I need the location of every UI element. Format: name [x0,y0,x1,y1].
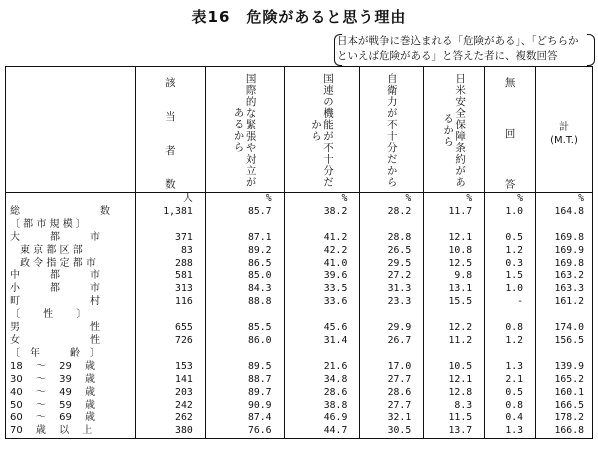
row-label: 〔 都 市 規 模 〕 [6,219,136,232]
cell-pct: 8.3 [424,400,485,413]
cell-pct: 27.7 [360,374,424,387]
cell-pct: 21.6 [284,361,360,374]
cell-total: 166.5 [536,400,593,413]
cell-total: 169.9 [536,245,593,258]
cell-n: 203 [135,387,205,400]
header-total-label: 計 [559,122,570,133]
cell-n [135,309,205,322]
row-label: 大 都 市 [6,232,136,245]
cell-pct: 76.6 [205,425,284,438]
header-c4: 日米安全保障条約があ るから [424,67,485,193]
table-title: 表16 危険があると思う理由 [191,8,407,26]
table-row [6,425,593,438]
cell-total: 178.2 [536,412,593,425]
header-c1: 国際的な緊張や対立が あるから [205,67,284,193]
cell-pct: 38.8 [284,400,360,413]
cell-n [135,348,205,361]
row-label: 70 歳 以 上 [6,425,136,438]
cell-total [536,219,593,232]
cell-pct: 0.5 [485,232,536,245]
row-label: 東 京 都 区 部 [6,245,136,258]
cell-n: 141 [135,374,205,387]
note-line-1: 日本が戦争に巻込まれる「危険がある」、「どちらか [337,35,579,47]
row-label: 女 性 [6,335,136,348]
row-label: 政 令 指 定 都 市 [6,258,136,271]
table-row [6,348,593,361]
row-label: 〔 性 〕 [6,309,136,322]
cell-pct: 87.4 [205,412,284,425]
cell-n: 380 [135,425,205,438]
cell-pct: 1.3 [485,425,536,438]
cell-pct: 13.1 [424,283,485,296]
cell-pct: 26.5 [360,245,424,258]
bracket-right [587,34,595,66]
cell-pct: 28.8 [360,232,424,245]
cell-pct: 88.8 [205,296,284,309]
unit-stub [6,193,136,206]
cell-pct: 13.7 [424,425,485,438]
cell-pct: 46.9 [284,412,360,425]
cell-pct: - [485,296,536,309]
cell-pct: 11.2 [424,335,485,348]
cell-pct [205,309,284,322]
cell-pct: 1.0 [485,283,536,296]
table-row [6,283,593,296]
cell-pct [284,309,360,322]
row-label: 50 ～ 59 歳 [6,400,136,413]
header-total [536,67,593,193]
cell-pct [424,219,485,232]
cell-pct: 89.5 [205,361,284,374]
cell-pct: 27.2 [360,270,424,283]
cell-pct: 89.7 [205,387,284,400]
cell-pct: 29.5 [360,258,424,271]
cell-n: 371 [135,232,205,245]
cell-n: 262 [135,412,205,425]
table-row [6,400,593,413]
cell-pct: 12.8 [424,387,485,400]
cell-pct: 42.2 [284,245,360,258]
cell-pct: 0.8 [485,322,536,335]
cell-pct: 0.5 [485,387,536,400]
cell-pct: 31.3 [360,283,424,296]
cell-pct: 12.5 [424,258,485,271]
cell-pct: 1.0 [485,206,536,219]
header-total-sub: (M.T.) [550,135,578,146]
row-label: 男 性 [6,322,136,335]
cell-total: 163.3 [536,283,593,296]
cell-n: 655 [135,322,205,335]
unit-pct: % [536,193,593,206]
cell-total: 139.9 [536,361,593,374]
table-row [6,309,593,322]
cell-pct: 85.5 [205,322,284,335]
cell-pct: 15.5 [424,296,485,309]
cell-pct [360,219,424,232]
unit-pct: % [360,193,424,206]
header-c5: 無回答 [485,67,536,193]
cell-pct: 87.1 [205,232,284,245]
row-label: 総 数 [6,206,136,219]
table-row [6,374,593,387]
cell-pct: 41.2 [284,232,360,245]
cell-pct: 12.1 [424,232,485,245]
bracket-left [334,34,342,66]
cell-pct: 86.5 [205,258,284,271]
cell-total: 166.8 [536,425,593,438]
cell-pct [360,348,424,361]
cell-pct: 89.2 [205,245,284,258]
cell-pct: 27.7 [360,400,424,413]
table-row [6,322,593,335]
table-row [6,335,593,348]
cell-pct [485,348,536,361]
unit-pct: % [424,193,485,206]
cell-pct: 1.5 [485,270,536,283]
cell-n: 288 [135,258,205,271]
row-label: 18 ～ 29 歳 [6,361,136,374]
cell-n: 242 [135,400,205,413]
cell-pct [485,219,536,232]
row-label: 30 ～ 39 歳 [6,374,136,387]
row-label: 中 都 市 [6,270,136,283]
cell-total: 165.2 [536,374,593,387]
table-row [6,206,593,219]
row-label: 小 都 市 [6,283,136,296]
cell-n: 116 [135,296,205,309]
cell-pct: 84.3 [205,283,284,296]
cell-pct [485,309,536,322]
unit-pct: % [284,193,360,206]
cell-n: 153 [135,361,205,374]
table-row [6,387,593,400]
cell-pct: 17.0 [360,361,424,374]
cell-total: 169.8 [536,232,593,245]
cell-pct: 1.3 [485,361,536,374]
header-c2: 国連の機能が不十分だ から [284,67,360,193]
header-n: 該当者数 [135,67,205,193]
cell-pct [284,219,360,232]
table-row [6,296,593,309]
cell-pct: 85.0 [205,270,284,283]
unit-pct: % [205,193,284,206]
cell-total [536,348,593,361]
cell-pct [360,309,424,322]
unit-n: 人 [135,193,205,206]
cell-pct: 2.1 [485,374,536,387]
note-line-2: といえば危険がある」と答えた者に、複数回答 [337,50,558,62]
row-label: 40 ～ 49 歳 [6,387,136,400]
cell-pct [424,348,485,361]
cell-pct: 28.6 [284,387,360,400]
cell-n [135,219,205,232]
cell-pct: 39.6 [284,270,360,283]
header-c3: 自衛力が不十分だから [360,67,424,193]
cell-pct: 85.7 [205,206,284,219]
table-row [6,412,593,425]
cell-pct: 38.2 [284,206,360,219]
header-row [6,67,593,193]
cell-pct: 12.1 [424,374,485,387]
cell-pct: 28.6 [360,387,424,400]
cell-total: 156.5 [536,335,593,348]
cell-total: 163.2 [536,270,593,283]
cell-pct: 12.2 [424,322,485,335]
table-row [6,219,593,232]
cell-pct: 34.8 [284,374,360,387]
cell-n: 1,381 [135,206,205,219]
table-row [6,232,593,245]
cell-pct: 10.8 [424,245,485,258]
cell-pct: 10.5 [424,361,485,374]
unit-row [6,193,593,206]
table-row [6,245,593,258]
table-note [337,34,592,64]
cell-pct: 11.5 [424,412,485,425]
cell-pct: 33.6 [284,296,360,309]
table-row [6,258,593,271]
cell-n: 83 [135,245,205,258]
cell-pct: 45.6 [284,322,360,335]
cell-pct: 28.2 [360,206,424,219]
cell-n: 726 [135,335,205,348]
table-row [6,270,593,283]
row-label: 60 ～ 69 歳 [6,412,136,425]
cell-pct: 1.2 [485,335,536,348]
cell-pct: 0.8 [485,400,536,413]
cell-pct: 44.7 [284,425,360,438]
header-stub [6,67,136,193]
row-label: 町 村 [6,296,136,309]
cell-pct: 11.7 [424,206,485,219]
data-table [5,66,593,439]
cell-pct: 26.7 [360,335,424,348]
cell-n: 581 [135,270,205,283]
cell-n: 313 [135,283,205,296]
table-row [6,361,593,374]
cell-pct: 0.4 [485,412,536,425]
cell-pct [205,219,284,232]
cell-pct: 86.0 [205,335,284,348]
cell-total: 160.1 [536,387,593,400]
cell-pct [424,309,485,322]
cell-pct [284,348,360,361]
cell-total: 161.2 [536,296,593,309]
cell-pct: 0.3 [485,258,536,271]
cell-pct: 31.4 [284,335,360,348]
row-label: 〔 年 齢 〕 [6,348,136,361]
cell-pct: 32.1 [360,412,424,425]
cell-pct: 33.5 [284,283,360,296]
cell-total: 174.0 [536,322,593,335]
cell-pct: 23.3 [360,296,424,309]
cell-pct: 1.2 [485,245,536,258]
cell-pct: 90.9 [205,400,284,413]
cell-total [536,309,593,322]
cell-total: 169.8 [536,258,593,271]
unit-pct: % [485,193,536,206]
cell-pct: 41.0 [284,258,360,271]
cell-pct: 29.9 [360,322,424,335]
cell-pct: 30.5 [360,425,424,438]
cell-pct: 9.8 [424,270,485,283]
cell-pct [205,348,284,361]
cell-total: 164.8 [536,206,593,219]
cell-pct: 88.7 [205,374,284,387]
